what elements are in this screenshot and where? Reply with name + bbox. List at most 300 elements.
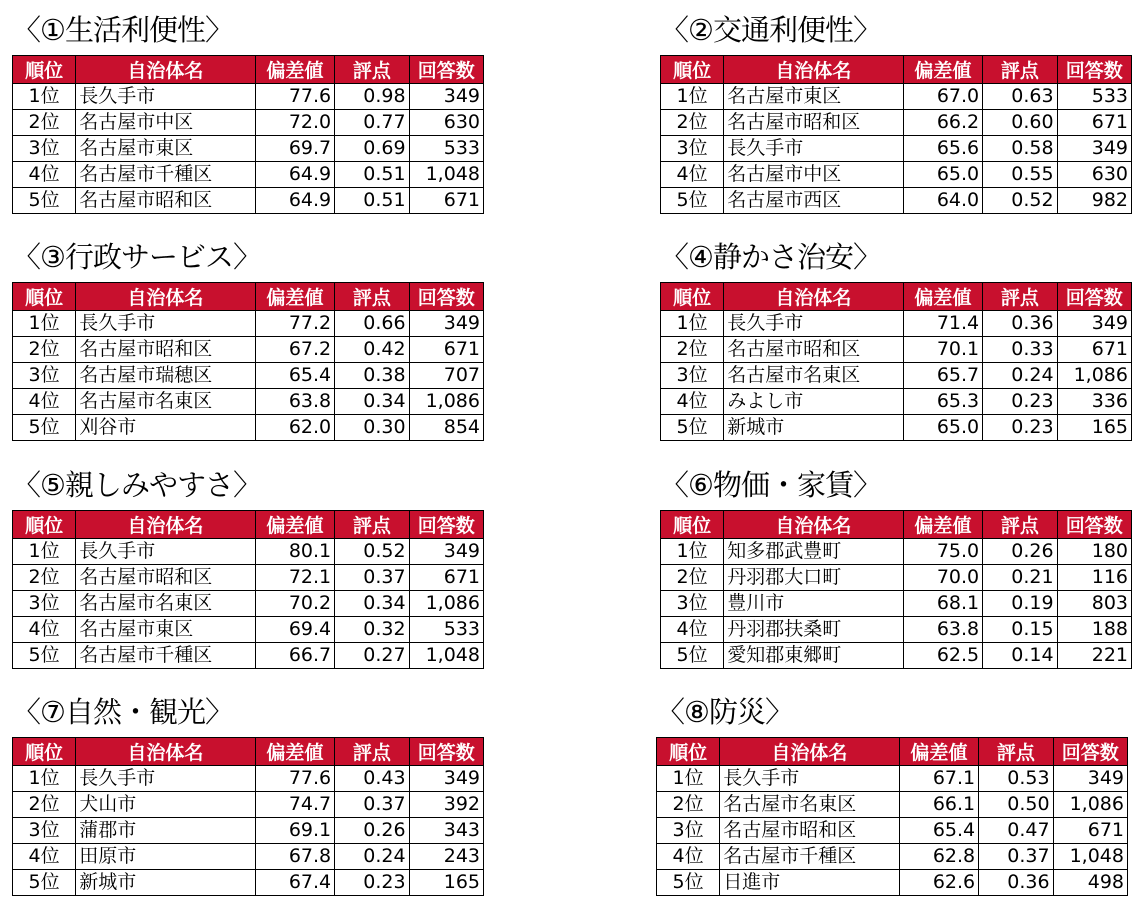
cell-deviation: 63.8 (255, 389, 335, 415)
cell-responses: 533 (1057, 84, 1131, 110)
cell-name: 新城市 (724, 415, 903, 441)
ranking-block (660, 10, 1135, 214)
cell-name: 長久手市 (76, 539, 255, 565)
cell-score: 0.98 (335, 84, 409, 110)
cell-deviation: 66.7 (255, 643, 335, 669)
cell-rank: 1位 (661, 311, 724, 337)
cell-deviation: 64.9 (255, 188, 335, 214)
cell-rank: 3位 (13, 818, 76, 844)
ranking-block (12, 10, 487, 214)
column-header-rank: 順位 (661, 511, 724, 539)
cell-score: 0.52 (983, 188, 1057, 214)
cell-deviation: 66.1 (899, 792, 979, 818)
column-header-responses: 回答数 (1057, 511, 1131, 539)
cell-rank: 1位 (661, 539, 724, 565)
cell-rank: 4位 (13, 389, 76, 415)
cell-responses: 630 (1057, 162, 1131, 188)
cell-name: 名古屋市昭和区 (76, 565, 255, 591)
cell-score: 0.21 (983, 565, 1057, 591)
cell-deviation: 62.6 (899, 870, 979, 896)
ranking-block (660, 237, 1135, 441)
cell-rank: 5位 (661, 415, 724, 441)
column-header-deviation: 偏差値 (903, 283, 983, 311)
table-row (657, 792, 1128, 818)
column-header-responses: 回答数 (1057, 283, 1131, 311)
cell-deviation: 65.6 (903, 136, 983, 162)
cell-score: 0.36 (983, 311, 1057, 337)
table-header-row (13, 283, 484, 311)
ranking-table (12, 737, 484, 896)
ranking-block (660, 465, 1135, 669)
ranking-title: 〈⑦自然・観光〉 (12, 695, 233, 729)
ranking-title: 〈⑤親しみやすさ〉 (12, 468, 261, 502)
cell-name: 名古屋市昭和区 (724, 110, 903, 136)
cell-score: 0.69 (335, 136, 409, 162)
cell-rank: 3位 (661, 363, 724, 389)
cell-name: 名古屋市名東区 (720, 792, 899, 818)
column-header-deviation: 偏差値 (255, 56, 335, 84)
cell-rank: 4位 (661, 617, 724, 643)
ranking-block (656, 692, 1131, 896)
table-row (661, 415, 1132, 441)
column-header-rank: 順位 (13, 283, 76, 311)
cell-deviation: 65.3 (903, 389, 983, 415)
cell-score: 0.37 (979, 844, 1053, 870)
cell-responses: 803 (1057, 591, 1131, 617)
table-row (661, 591, 1132, 617)
cell-deviation: 67.4 (255, 870, 335, 896)
cell-deviation: 64.9 (255, 162, 335, 188)
table-row (661, 84, 1132, 110)
cell-name: 日進市 (720, 870, 899, 896)
cell-rank: 4位 (661, 389, 724, 415)
cell-rank: 2位 (13, 565, 76, 591)
cell-score: 0.55 (983, 162, 1057, 188)
cell-deviation: 70.1 (903, 337, 983, 363)
cell-responses: 1,086 (409, 591, 483, 617)
cell-responses: 671 (1057, 337, 1131, 363)
cell-deviation: 66.2 (903, 110, 983, 136)
cell-score: 0.27 (335, 643, 409, 669)
cell-rank: 2位 (661, 337, 724, 363)
cell-responses: 221 (1057, 643, 1131, 669)
cell-responses: 392 (409, 792, 483, 818)
table-header-row (657, 738, 1128, 766)
column-header-score: 評点 (335, 511, 409, 539)
cell-responses: 1,086 (1053, 792, 1127, 818)
cell-responses: 1,086 (409, 389, 483, 415)
cell-deviation: 75.0 (903, 539, 983, 565)
cell-deviation: 77.6 (255, 84, 335, 110)
cell-rank: 3位 (661, 136, 724, 162)
cell-name: 名古屋市東区 (76, 136, 255, 162)
cell-deviation: 74.7 (255, 792, 335, 818)
cell-name: 名古屋市西区 (724, 188, 903, 214)
column-header-name: 自治体名 (76, 56, 255, 84)
cell-name: 長久手市 (724, 136, 903, 162)
table-header-row (13, 56, 484, 84)
cell-rank: 5位 (13, 188, 76, 214)
cell-responses: 1,048 (1053, 844, 1127, 870)
cell-deviation: 63.8 (903, 617, 983, 643)
cell-deviation: 77.2 (255, 311, 335, 337)
table-header-row (661, 283, 1132, 311)
table-row (13, 591, 484, 617)
cell-rank: 5位 (661, 643, 724, 669)
cell-score: 0.24 (335, 844, 409, 870)
cell-name: 名古屋市中区 (724, 162, 903, 188)
cell-score: 0.38 (335, 363, 409, 389)
cell-score: 0.60 (983, 110, 1057, 136)
cell-name: 名古屋市名東区 (724, 363, 903, 389)
cell-responses: 349 (409, 539, 483, 565)
cell-name: 名古屋市昭和区 (720, 818, 899, 844)
cell-rank: 5位 (657, 870, 720, 896)
cell-rank: 2位 (657, 792, 720, 818)
cell-score: 0.14 (983, 643, 1057, 669)
cell-deviation: 62.8 (899, 844, 979, 870)
cell-score: 0.50 (979, 792, 1053, 818)
cell-name: 長久手市 (76, 84, 255, 110)
cell-name: 名古屋市昭和区 (724, 337, 903, 363)
table-row (661, 617, 1132, 643)
cell-score: 0.51 (335, 188, 409, 214)
cell-name: 名古屋市中区 (76, 110, 255, 136)
cell-deviation: 77.6 (255, 766, 335, 792)
cell-score: 0.53 (979, 766, 1053, 792)
cell-responses: 349 (409, 84, 483, 110)
cell-deviation: 64.0 (903, 188, 983, 214)
cell-score: 0.43 (335, 766, 409, 792)
cell-rank: 2位 (13, 110, 76, 136)
cell-responses: 671 (1057, 110, 1131, 136)
cell-responses: 165 (1057, 415, 1131, 441)
table-row (13, 162, 484, 188)
cell-deviation: 65.7 (903, 363, 983, 389)
column-header-rank: 順位 (13, 738, 76, 766)
cell-responses: 1,048 (409, 643, 483, 669)
ranking-title: 〈⑧防災〉 (656, 695, 793, 729)
ranking-table (660, 55, 1132, 214)
table-row (661, 539, 1132, 565)
table-row (13, 818, 484, 844)
cell-deviation: 70.0 (903, 565, 983, 591)
cell-deviation: 65.4 (899, 818, 979, 844)
cell-name: 名古屋市東区 (76, 617, 255, 643)
cell-score: 0.26 (983, 539, 1057, 565)
column-header-name: 自治体名 (724, 283, 903, 311)
cell-responses: 707 (409, 363, 483, 389)
cell-score: 0.37 (335, 565, 409, 591)
column-header-deviation: 偏差値 (255, 738, 335, 766)
table-row (13, 363, 484, 389)
cell-score: 0.33 (983, 337, 1057, 363)
cell-responses: 1,086 (1057, 363, 1131, 389)
cell-name: 名古屋市昭和区 (76, 188, 255, 214)
cell-deviation: 69.1 (255, 818, 335, 844)
table-row (661, 136, 1132, 162)
cell-responses: 630 (409, 110, 483, 136)
cell-score: 0.32 (335, 617, 409, 643)
cell-responses: 854 (409, 415, 483, 441)
table-row (13, 84, 484, 110)
table-row (13, 337, 484, 363)
cell-name: 長久手市 (76, 311, 255, 337)
ranking-table (660, 510, 1132, 669)
cell-responses: 336 (1057, 389, 1131, 415)
table-row (657, 844, 1128, 870)
ranking-table (12, 55, 484, 214)
cell-score: 0.15 (983, 617, 1057, 643)
cell-deviation: 69.4 (255, 617, 335, 643)
cell-name: 長久手市 (724, 311, 903, 337)
cell-name: 長久手市 (720, 766, 899, 792)
cell-responses: 349 (409, 766, 483, 792)
cell-rank: 2位 (13, 337, 76, 363)
ranking-block (12, 465, 487, 669)
cell-rank: 5位 (13, 415, 76, 441)
cell-deviation: 67.0 (903, 84, 983, 110)
cell-name: 名古屋市昭和区 (76, 337, 255, 363)
column-header-name: 自治体名 (76, 738, 255, 766)
cell-name: 田原市 (76, 844, 255, 870)
cell-responses: 243 (409, 844, 483, 870)
cell-rank: 4位 (661, 162, 724, 188)
cell-deviation: 67.2 (255, 337, 335, 363)
cell-score: 0.42 (335, 337, 409, 363)
cell-responses: 671 (1053, 818, 1127, 844)
cell-responses: 1,048 (409, 162, 483, 188)
cell-deviation: 70.2 (255, 591, 335, 617)
table-row (13, 136, 484, 162)
cell-name: 蒲郡市 (76, 818, 255, 844)
table-header-row (661, 511, 1132, 539)
cell-rank: 3位 (661, 591, 724, 617)
ranking-table (656, 737, 1128, 896)
cell-responses: 671 (409, 337, 483, 363)
column-header-score: 評点 (335, 56, 409, 84)
column-header-responses: 回答数 (409, 511, 483, 539)
cell-rank: 1位 (657, 766, 720, 792)
cell-deviation: 62.5 (903, 643, 983, 669)
table-row (657, 818, 1128, 844)
column-header-score: 評点 (983, 511, 1057, 539)
column-header-responses: 回答数 (409, 283, 483, 311)
cell-rank: 3位 (13, 136, 76, 162)
cell-rank: 3位 (13, 363, 76, 389)
table-row (13, 415, 484, 441)
cell-responses: 349 (1053, 766, 1127, 792)
cell-deviation: 80.1 (255, 539, 335, 565)
column-header-rank: 順位 (661, 283, 724, 311)
ranking-title: 〈②交通利便性〉 (660, 13, 881, 47)
cell-rank: 4位 (13, 617, 76, 643)
cell-score: 0.19 (983, 591, 1057, 617)
cell-name: 名古屋市千種区 (720, 844, 899, 870)
column-header-rank: 順位 (661, 56, 724, 84)
cell-score: 0.51 (335, 162, 409, 188)
table-header-row (13, 511, 484, 539)
ranking-title: 〈①生活利便性〉 (12, 13, 233, 47)
cell-rank: 1位 (13, 311, 76, 337)
table-row (13, 110, 484, 136)
cell-rank: 5位 (13, 643, 76, 669)
cell-responses: 671 (409, 188, 483, 214)
cell-name: 知多郡武豊町 (724, 539, 903, 565)
column-header-responses: 回答数 (409, 56, 483, 84)
cell-score: 0.34 (335, 591, 409, 617)
table-row (13, 389, 484, 415)
table-row (657, 766, 1128, 792)
cell-deviation: 62.0 (255, 415, 335, 441)
cell-score: 0.37 (335, 792, 409, 818)
table-row (13, 539, 484, 565)
cell-responses: 671 (409, 565, 483, 591)
ranking-title: 〈⑥物価・家賃〉 (660, 468, 881, 502)
column-header-deviation: 偏差値 (899, 738, 979, 766)
table-row (661, 643, 1132, 669)
cell-responses: 116 (1057, 565, 1131, 591)
cell-responses: 343 (409, 818, 483, 844)
cell-rank: 3位 (13, 591, 76, 617)
cell-score: 0.23 (983, 389, 1057, 415)
cell-name: 長久手市 (76, 766, 255, 792)
cell-responses: 180 (1057, 539, 1131, 565)
table-row (13, 792, 484, 818)
cell-deviation: 72.0 (255, 110, 335, 136)
cell-deviation: 72.1 (255, 565, 335, 591)
cell-deviation: 67.1 (899, 766, 979, 792)
table-row (661, 363, 1132, 389)
column-header-score: 評点 (335, 283, 409, 311)
column-header-name: 自治体名 (724, 56, 903, 84)
cell-score: 0.52 (335, 539, 409, 565)
cell-rank: 2位 (13, 792, 76, 818)
table-row (13, 617, 484, 643)
cell-deviation: 67.8 (255, 844, 335, 870)
column-header-score: 評点 (983, 56, 1057, 84)
column-header-responses: 回答数 (1057, 56, 1131, 84)
column-header-name: 自治体名 (76, 511, 255, 539)
table-header-row (661, 56, 1132, 84)
cell-name: 犬山市 (76, 792, 255, 818)
column-header-deviation: 偏差値 (903, 511, 983, 539)
column-header-responses: 回答数 (409, 738, 483, 766)
column-header-name: 自治体名 (724, 511, 903, 539)
cell-deviation: 71.4 (903, 311, 983, 337)
cell-score: 0.36 (979, 870, 1053, 896)
ranking-table (660, 282, 1132, 441)
table-row (661, 565, 1132, 591)
cell-rank: 4位 (657, 844, 720, 870)
cell-deviation: 68.1 (903, 591, 983, 617)
table-row (661, 162, 1132, 188)
column-header-score: 評点 (335, 738, 409, 766)
cell-rank: 2位 (661, 110, 724, 136)
table-row (13, 188, 484, 214)
cell-responses: 188 (1057, 617, 1131, 643)
cell-name: 名古屋市千種区 (76, 643, 255, 669)
cell-responses: 498 (1053, 870, 1127, 896)
cell-name: 愛知郡東郷町 (724, 643, 903, 669)
ranking-block (12, 237, 487, 441)
cell-name: 名古屋市千種区 (76, 162, 255, 188)
ranking-table (12, 510, 484, 669)
cell-rank: 1位 (661, 84, 724, 110)
cell-name: 新城市 (76, 870, 255, 896)
table-row (661, 110, 1132, 136)
cell-score: 0.77 (335, 110, 409, 136)
column-header-score: 評点 (979, 738, 1053, 766)
cell-score: 0.24 (983, 363, 1057, 389)
cell-score: 0.23 (335, 870, 409, 896)
cell-rank: 1位 (13, 766, 76, 792)
table-row (13, 766, 484, 792)
cell-score: 0.34 (335, 389, 409, 415)
cell-rank: 5位 (13, 870, 76, 896)
cell-name: 豊川市 (724, 591, 903, 617)
cell-name: みよし市 (724, 389, 903, 415)
cell-responses: 349 (1057, 311, 1131, 337)
cell-rank: 1位 (13, 539, 76, 565)
cell-responses: 165 (409, 870, 483, 896)
cell-score: 0.47 (979, 818, 1053, 844)
cell-score: 0.30 (335, 415, 409, 441)
cell-deviation: 65.0 (903, 162, 983, 188)
cell-rank: 1位 (13, 84, 76, 110)
ranking-title: 〈④静かさ治安〉 (660, 240, 881, 274)
table-row (661, 188, 1132, 214)
cell-name: 名古屋市瑞穂区 (76, 363, 255, 389)
cell-name: 刈谷市 (76, 415, 255, 441)
table-row (661, 389, 1132, 415)
cell-deviation: 65.0 (903, 415, 983, 441)
column-header-deviation: 偏差値 (255, 283, 335, 311)
cell-rank: 2位 (661, 565, 724, 591)
table-row (13, 311, 484, 337)
cell-rank: 4位 (13, 162, 76, 188)
column-header-deviation: 偏差値 (255, 511, 335, 539)
column-header-name: 自治体名 (76, 283, 255, 311)
column-header-rank: 順位 (13, 511, 76, 539)
column-header-name: 自治体名 (720, 738, 899, 766)
ranking-title: 〈③行政サービス〉 (12, 240, 261, 274)
cell-name: 名古屋市名東区 (76, 591, 255, 617)
table-row (657, 870, 1128, 896)
column-header-deviation: 偏差値 (903, 56, 983, 84)
column-header-rank: 順位 (13, 56, 76, 84)
cell-responses: 533 (409, 617, 483, 643)
cell-rank: 4位 (13, 844, 76, 870)
cell-rank: 3位 (657, 818, 720, 844)
column-header-score: 評点 (983, 283, 1057, 311)
table-row (13, 844, 484, 870)
column-header-responses: 回答数 (1053, 738, 1127, 766)
table-row (661, 311, 1132, 337)
cell-responses: 349 (409, 311, 483, 337)
table-header-row (13, 738, 484, 766)
table-row (661, 337, 1132, 363)
cell-name: 丹羽郡扶桑町 (724, 617, 903, 643)
ranking-block (12, 692, 487, 896)
cell-score: 0.63 (983, 84, 1057, 110)
cell-deviation: 65.4 (255, 363, 335, 389)
cell-name: 名古屋市名東区 (76, 389, 255, 415)
cell-score: 0.58 (983, 136, 1057, 162)
cell-score: 0.66 (335, 311, 409, 337)
cell-deviation: 69.7 (255, 136, 335, 162)
table-row (13, 565, 484, 591)
